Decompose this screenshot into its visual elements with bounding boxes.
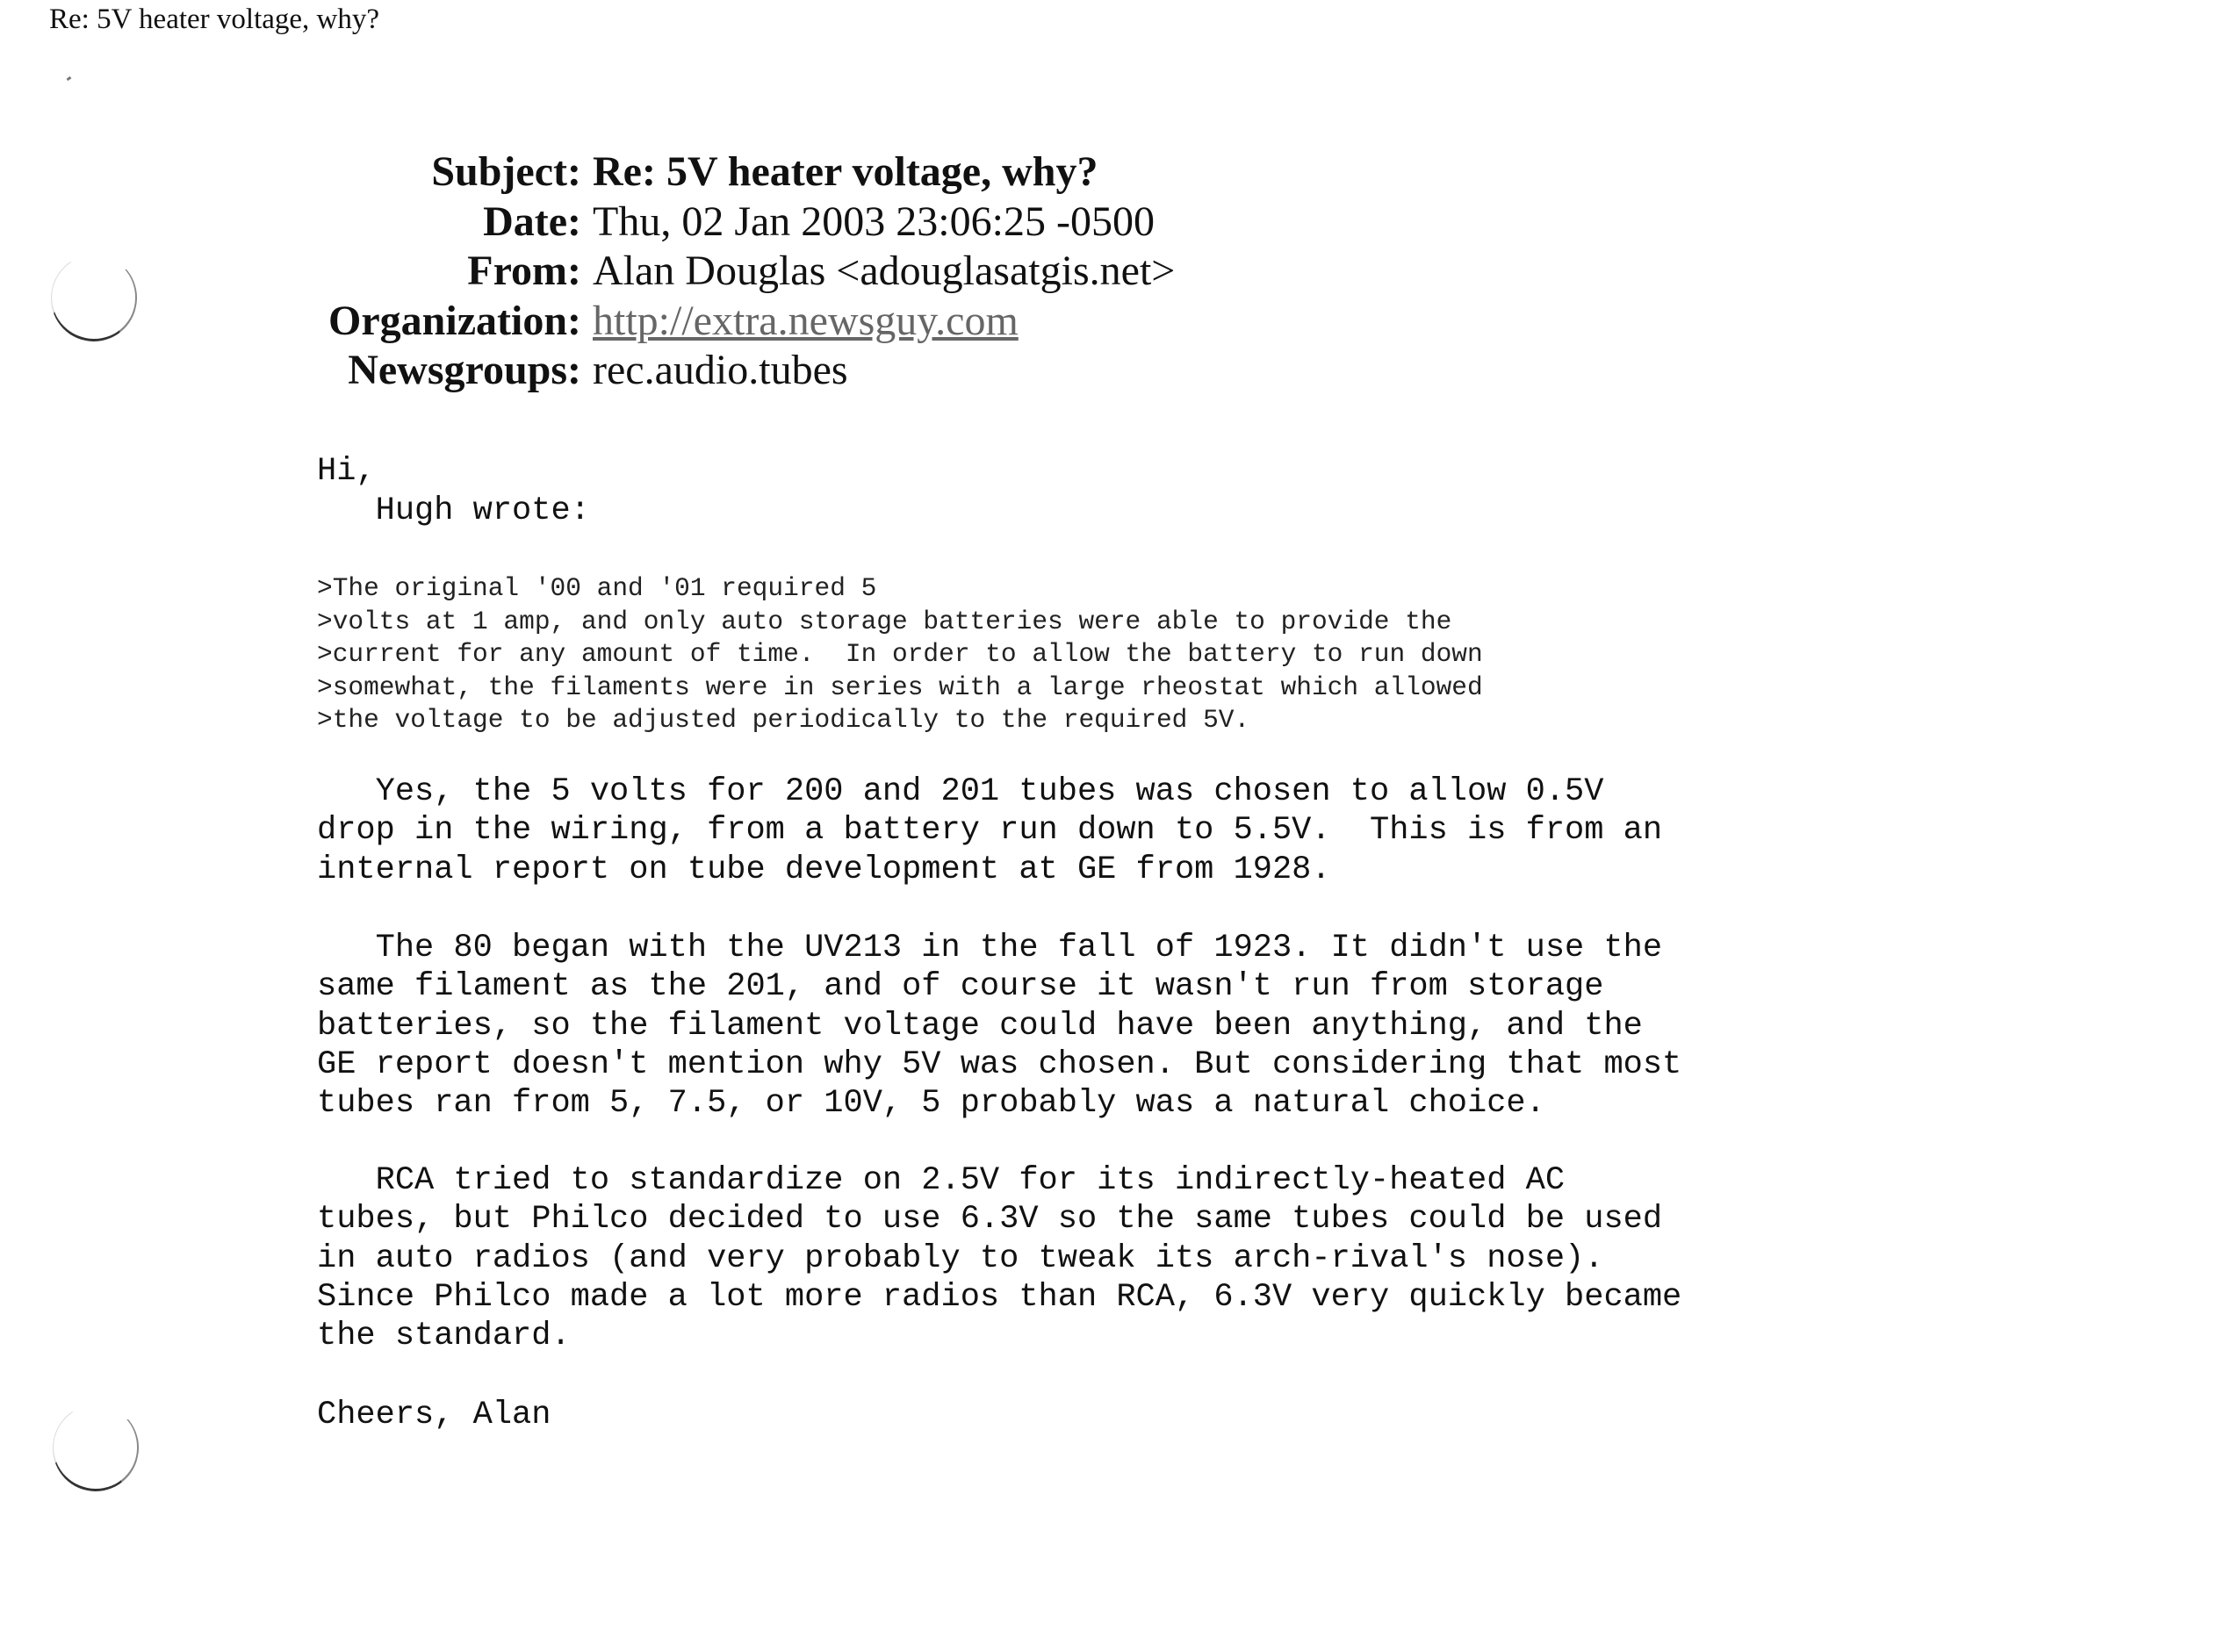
subject-value: Re: 5V heater voltage, why? bbox=[593, 148, 1098, 195]
body-paragraph: RCA tried to standardize on 2.5V for its indirectly-heated AC tubes, but Philco decided to use 6.3V so the same tubes could be used in auto radios (and very probably to tweak its arch-rival's nose). Since Philco made a lot more radios than RCA, 6.3V very quickly became the standard. bbox=[317, 1162, 1682, 1355]
header-date-row bbox=[290, 198, 1175, 248]
body-paragraph: The 80 began with the UV213 in the fall of 1923. It didn't use the same filament as the 201, and of course it wasn't run from storage batteries, so the filament voltage could have been anything, and the GE report doesn't mention why 5V was chosen. But considering that most tubes ran from 5, 7.5, or 10V, 5 probably was a natural choice. bbox=[317, 930, 1682, 1123]
newsgroups-label: Newsgroups: bbox=[348, 347, 581, 393]
organization-label: Organization: bbox=[328, 297, 581, 344]
signoff: Cheers, Alan bbox=[317, 1397, 551, 1433]
organization-link[interactable]: http://extra.newsguy.com bbox=[593, 297, 1019, 344]
body-paragraph: Yes, the 5 volts for 200 and 201 tubes was chosen to allow 0.5V drop in the wiring, from a battery run down to 5.5V. This is from an internal report on tube development at GE from 1928. bbox=[317, 773, 1663, 888]
date-value: Thu, 02 Jan 2003 23:06:25 -0500 bbox=[593, 198, 1155, 245]
punch-hole bbox=[43, 247, 145, 349]
quoted-text: >The original '00 and '01 required 5 >volts at 1 amp, and only auto storage batteries were able to provide the >current for any amount of time. In order to allow the battery to run down >somewhat, the filaments were in series with a large rheostat which allowed >the voltage to be adjusted periodically to the required 5V. bbox=[317, 573, 1483, 735]
from-label: From: bbox=[467, 248, 581, 294]
stray-mark bbox=[67, 76, 72, 81]
punch-hole bbox=[45, 1397, 147, 1499]
newsgroups-value: rec.audio.tubes bbox=[593, 347, 848, 393]
page-header: Re: 5V heater voltage, why? bbox=[49, 4, 380, 35]
greeting: Hi, Hugh wrote: bbox=[317, 453, 590, 529]
header-newsgroups-row bbox=[290, 346, 1175, 396]
date-label: Date: bbox=[483, 198, 581, 245]
header-from-row bbox=[290, 247, 1175, 297]
header-organization-row bbox=[290, 297, 1175, 347]
header-subject-row bbox=[290, 147, 1175, 198]
from-value: Alan Douglas <adouglasatgis.net> bbox=[593, 248, 1176, 294]
subject-label: Subject: bbox=[431, 148, 581, 195]
message-headers bbox=[290, 147, 1175, 396]
